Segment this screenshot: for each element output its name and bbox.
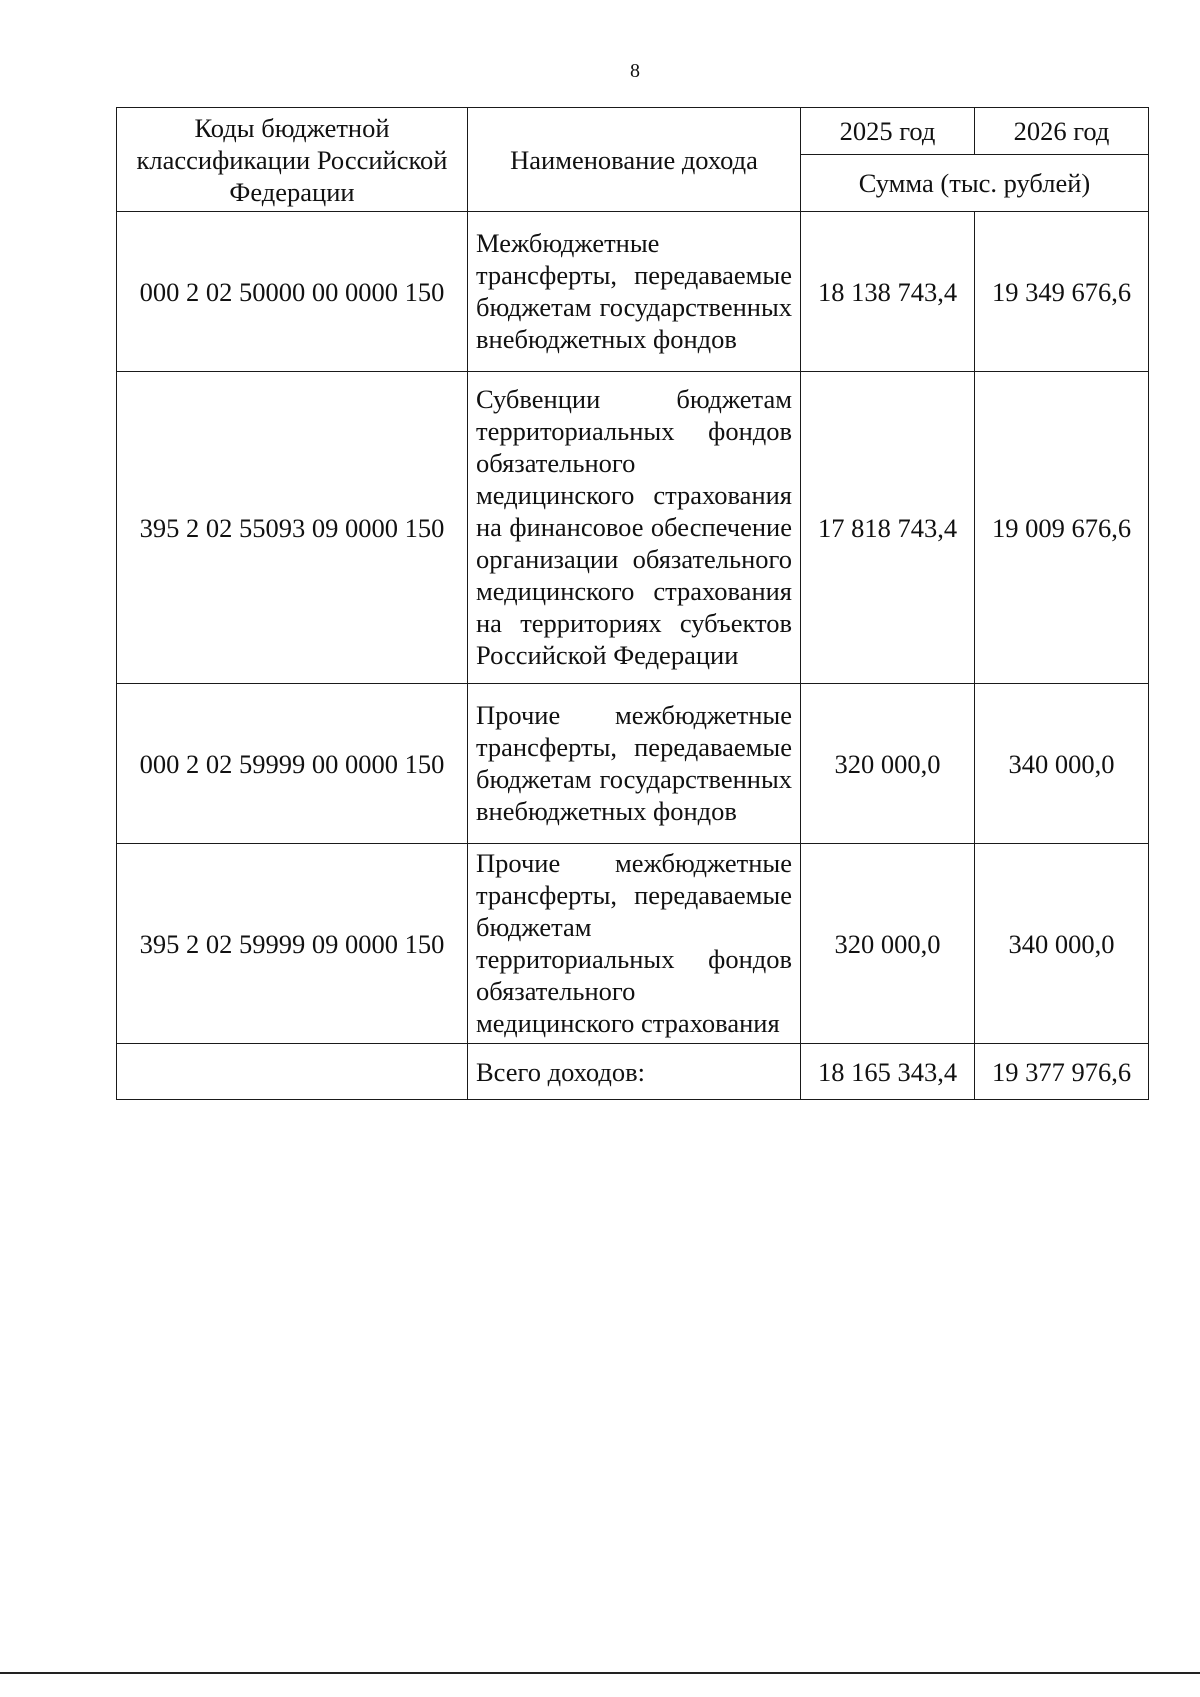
row-code: 000 2 02 59999 00 0000 150	[117, 684, 468, 844]
header-year-2026: 2026 год	[975, 108, 1149, 155]
page-number: 8	[630, 60, 640, 82]
row-name: Прочие межбюджетные трансферты, передаваемые бюджетам государственных внебюджетных фондов	[468, 684, 801, 844]
header-code: Коды бюджетной классификации Российской Федерации	[117, 108, 468, 212]
row-amount-2025: 320 000,0	[801, 684, 975, 844]
total-amount-2026: 19 377 976,6	[975, 1044, 1149, 1100]
row-amount-2025: 17 818 743,4	[801, 372, 975, 684]
row-amount-2026: 340 000,0	[975, 684, 1149, 844]
total-amount-2025: 18 165 343,4	[801, 1044, 975, 1100]
row-amount-2025: 18 138 743,4	[801, 212, 975, 372]
table-row	[117, 212, 1149, 372]
header-unit: Сумма (тыс. рублей)	[801, 155, 1149, 212]
row-name: Субвенции бюджетам территориальных фондов обязательного медицинского страхования на финансовое обеспечение организации обязательного медицинского страхования на территориях субъектов Российской Федерации	[468, 372, 801, 684]
table-row	[117, 684, 1149, 844]
row-name: Прочие межбюджетные трансферты, передаваемые бюджетам территориальных фондов обязательного медицинского страхования	[468, 844, 801, 1044]
row-amount-2026: 340 000,0	[975, 844, 1149, 1044]
bottom-rule	[0, 1672, 1200, 1674]
table-row	[117, 844, 1149, 1044]
row-amount-2025: 320 000,0	[801, 844, 975, 1044]
row-amount-2026: 19 009 676,6	[975, 372, 1149, 684]
table-total-row	[117, 1044, 1149, 1100]
row-name: Межбюджетные трансферты, передаваемые бюджетам государственных внебюджетных фондов	[468, 212, 801, 372]
row-code: 395 2 02 55093 09 0000 150	[117, 372, 468, 684]
table-header-row	[117, 108, 1149, 155]
row-code: 000 2 02 50000 00 0000 150	[117, 212, 468, 372]
row-code: 395 2 02 59999 09 0000 150	[117, 844, 468, 1044]
table-row	[117, 372, 1149, 684]
header-year-2025: 2025 год	[801, 108, 975, 155]
header-name: Наименование дохода	[468, 108, 801, 212]
row-amount-2026: 19 349 676,6	[975, 212, 1149, 372]
revenue-table	[116, 107, 1149, 1100]
total-code-empty	[117, 1044, 468, 1100]
total-label: Всего доходов:	[468, 1044, 801, 1100]
